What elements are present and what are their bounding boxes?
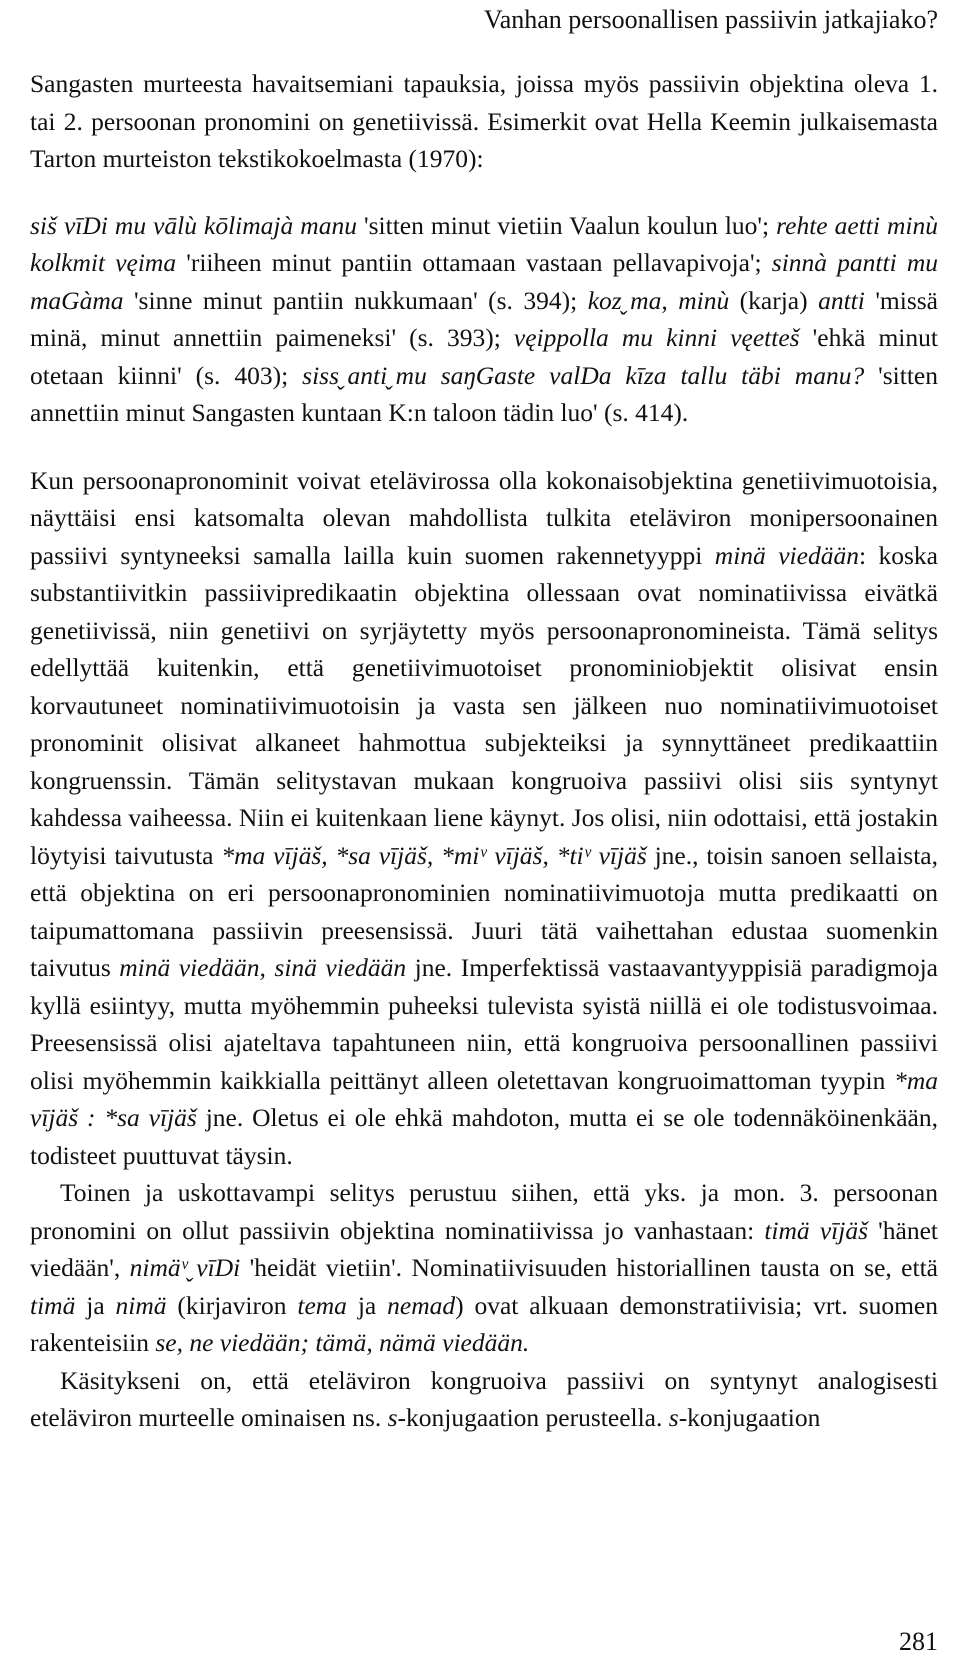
italic-run: nemad xyxy=(387,1290,456,1320)
italic-run: minä viedään, sinä viedään xyxy=(119,953,407,982)
dialect-examples-paragraph xyxy=(30,207,938,432)
text-run: Toinen ja uskottavampi selitys perustuu siihen, että yks. ja mon. 3. persoonan pronomini on ollut passiivin objektina nominatiivissa jo vanhastaan: xyxy=(30,1178,938,1245)
text-run: ) ovat alkuaan demonstratiivisia; vrt. suomen rakenteisiin xyxy=(30,1290,938,1357)
text-run: 'riiheen minut pantiin ottamaan vastaan pellavapivoja'; xyxy=(176,248,772,277)
text-run: Käsitykseni on, että eteläviron kongruoiva passiivi on syntynyt analogisesti eteläviron murteelle ominaisen ns. xyxy=(30,1365,938,1432)
italic-run: nimäᵛˬvīDi xyxy=(129,1253,241,1282)
text-run: -konjugaation perusteella. xyxy=(397,1403,669,1432)
text-run: 'sitten annettiin minut Sangasten kuntaan K:n taloon tädin luo' (s. 414). xyxy=(30,360,938,427)
text-run: jne., toisin sanoen sellaista, että objektina on eri persoonapronominien nominatiivimuotoja mutta predikaatti on taipumattomana passiivin preesensissä. Juuri tätä vaihettahan edustaa suomenkin taivutus xyxy=(30,840,939,982)
text-run: Kun persoonapronominit voivat etelävirossa olla kokonaisobjektina genetiivimuotoisia, näyttäisi ensi katsomalta olevan mahdollista tulkita eteläviron monipersoonainen passiivi syntyneeksi samalla lailla kuin suomen rakennetyyppi xyxy=(30,465,938,570)
intro-paragraph xyxy=(30,65,938,178)
italic-run: *ma vījäš : *sa vījäš xyxy=(30,1065,938,1132)
italic-run: tema xyxy=(297,1290,347,1320)
text-run: (kirjaviron xyxy=(166,1290,298,1320)
italic-run: sinnà pantti mu maGàma xyxy=(30,248,938,315)
text-run: -konjugaation xyxy=(678,1403,821,1432)
body-paragraph-3 xyxy=(30,1362,938,1437)
body-paragraph-2 xyxy=(30,1174,938,1362)
text-run: jne. Imperfektissä vastaavantyyppisiä paradigmoja kyllä esiintyy, mutta myöhemmin puheeksi tulevista syistä niillä ei ole todistusvoimaa. Preesensissä olisi ajateltava tapahtuneen niin, että kongruoiva persoonallinen passiivi olisi myöhemmin kaikkialla peittänyt alleen oletettavan kongruoimattoman tyypin xyxy=(30,953,938,1095)
italic-run: timä xyxy=(30,1290,76,1320)
text-run: 'ehkä minut otetaan kiinni' (s. 403); xyxy=(30,323,938,390)
text-run: ja xyxy=(75,1290,116,1320)
italic-run: vęippolla mu kinni vęetteš xyxy=(513,323,800,352)
text-run: (karja) xyxy=(729,285,819,315)
italic-run: timä vījäš xyxy=(764,1215,868,1245)
italic-run: sissˬantiˬmu saŋGaste valDa kīza tallu täbi manu? xyxy=(302,360,865,390)
italic-run: minä viedään xyxy=(714,540,859,570)
text-run: 'sinne minut pantiin nukkumaan' (s. 394); xyxy=(123,285,588,315)
italic-run: kozˬma, minù xyxy=(587,285,730,315)
text-run: Sangasten murteesta havaitsemiani tapauksia, joissa myös passiivin objektina oleva 1. tai 2. persoonan pronomini on genetiivissä. Esimerkit ovat Hella Keemin julkaisemasta Tarton murteiston tekstikokoelmasta (1970): xyxy=(30,69,938,173)
italic-run: nimä xyxy=(115,1290,167,1320)
italic-run: rehte aetti minù kolkmit vęima xyxy=(30,210,938,277)
text-run: jne. Oletus ei ole ehkä mahdoton, mutta ei se ole todennäköinenkään, todisteet puuttuvat täysin. xyxy=(30,1103,938,1170)
text-run: 'heidät vietiin'. Nominatiivisuuden historiallinen tausta on se, että xyxy=(240,1253,938,1282)
running-head: Vanhan persoonallisen passiivin jatkajiako? xyxy=(483,5,938,34)
italic-run: se, ne viedään; tämä, nämä viedään. xyxy=(155,1328,530,1357)
text-run: 'missä minä, minut annettiin paimeneksi' (s. 393); xyxy=(30,285,939,352)
italic-run: siš vīDi mu vālù kōlimajà manu xyxy=(30,210,357,240)
italic-run: s xyxy=(387,1403,398,1432)
italic-run: *ma vījäš, *sa vījäš, *miᵛ vījäš, *tiᵛ vījäš xyxy=(221,840,647,870)
italic-run: s xyxy=(668,1403,679,1432)
text-run: : koska substantiivitkin passiivipredikaatin objektina ollessaan ovat nominatiivissa eivätkä genetiivissä, niin genetiivi on syrjäytetty myös persoonapronomineista. Tämä selitys edellyttää kuitenkin, että genetiivimuotoiset pronominiobjektit olisivat ensin korvautuneet nominatiivimuotoisin ja vasta sen jälkeen nuo nominatiivimuotoiset pronominit olisivat alkaneet hahmottua subjekteiksi ja synnyttäneet predikaattiin kongruenssin. Tämän selitystavan mukaan kongruoiva passiivi olisi siis syntynyt kahdessa vaiheessa. Niin ei kuitenkaan liene käynyt. Jos olisi, niin odottaisi, että jostakin löytyisi taivutusta xyxy=(30,540,938,870)
page-number: 281 xyxy=(899,1627,938,1656)
body-paragraph-1 xyxy=(30,462,938,1175)
text-run: ja xyxy=(346,1290,388,1320)
text-run: 'hänet viedään', xyxy=(30,1215,938,1282)
italic-run: antti xyxy=(818,285,865,315)
text-run: 'sitten minut vietiin Vaalun koulun luo'; xyxy=(356,210,777,240)
